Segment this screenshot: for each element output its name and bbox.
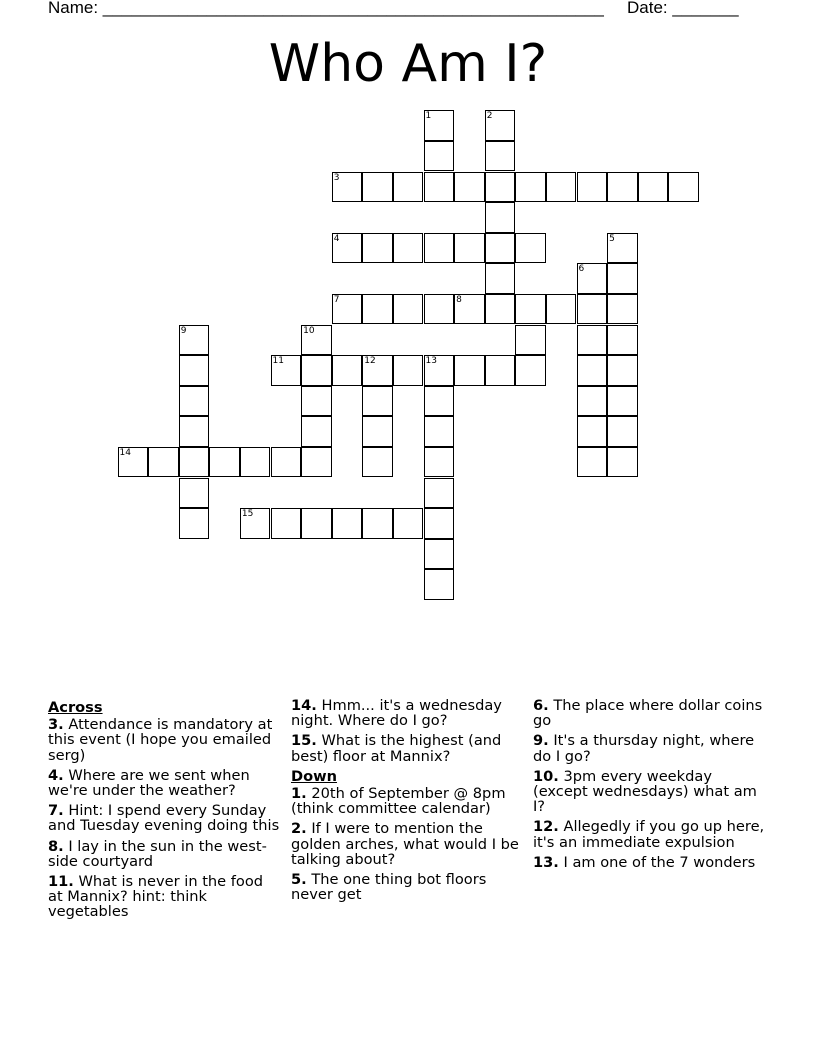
clue-number: 4	[333, 233, 340, 244]
crossword-cell[interactable]	[424, 478, 455, 509]
crossword-cell[interactable]	[485, 110, 516, 141]
crossword-cell[interactable]	[424, 447, 455, 478]
crossword-cell[interactable]	[240, 447, 271, 478]
crossword-cell[interactable]	[485, 172, 516, 203]
clue-down-1: 1. 20th of September @ 8pm (think committee calendar)	[291, 785, 506, 818]
crossword-cell[interactable]	[179, 508, 210, 539]
clue-down-5: 5. The one thing bot floors never get	[291, 871, 487, 904]
crossword-cell[interactable]	[424, 355, 455, 386]
crossword-cell[interactable]	[393, 355, 424, 386]
name-field: Name: _____________________________________________________	[48, 0, 604, 17]
clue-number: 5	[609, 233, 615, 244]
crossword-cell[interactable]	[577, 386, 608, 417]
clue-down-2: 2. If I were to mention the golden arches, what would I be talking about?	[291, 820, 519, 868]
clue-number: 11	[272, 356, 284, 367]
crossword-cell[interactable]	[454, 294, 485, 325]
crossword-cell[interactable]	[577, 447, 608, 478]
clue-across-11: 11. What is never in the food at Mannix? hint: think vegetables	[48, 873, 264, 921]
crossword-cell[interactable]	[179, 416, 210, 447]
clues-column-1	[48, 698, 280, 925]
crossword-cell[interactable]	[362, 355, 393, 386]
crossword-cell[interactable]	[485, 294, 516, 325]
crossword-cell[interactable]	[179, 386, 210, 417]
crossword-cell[interactable]	[607, 325, 638, 356]
crossword-cell[interactable]	[485, 141, 516, 172]
clues-column-2	[291, 698, 523, 907]
crossword-cell[interactable]	[240, 508, 271, 539]
clue-number: 14	[119, 447, 131, 458]
crossword-cell[interactable]	[362, 294, 393, 325]
crossword-cell[interactable]	[424, 172, 455, 203]
crossword-cell[interactable]	[332, 294, 363, 325]
crossword-cell[interactable]	[332, 172, 363, 203]
crossword-cell[interactable]	[577, 263, 608, 294]
crossword-cell[interactable]	[424, 141, 455, 172]
crossword-cell[interactable]	[607, 263, 638, 294]
crossword-cell[interactable]	[607, 386, 638, 417]
crossword-cell[interactable]	[546, 294, 577, 325]
clue-number: 10	[303, 325, 315, 336]
clue-across-3: 3. Attendance is mandatory at this event (I hope you emailed serg)	[48, 716, 273, 764]
clue-across-15: 15. What is the highest (and best) floor at Mannix?	[291, 732, 502, 765]
crossword-cell[interactable]	[301, 386, 332, 417]
crossword-cell[interactable]	[148, 447, 179, 478]
crossword-cell[interactable]	[424, 294, 455, 325]
down-heading: Down	[291, 767, 338, 785]
clue-number: 13	[425, 356, 437, 367]
crossword-cell[interactable]	[424, 416, 455, 447]
clue-down-10: 10. 3pm every weekday (except wednesdays) what am I?	[533, 767, 757, 816]
crossword-cell[interactable]	[362, 172, 393, 203]
clue-down-13: 13. I am one of the 7 wonders	[533, 853, 756, 871]
crossword-cell[interactable]	[515, 172, 546, 203]
crossword-cell[interactable]	[424, 508, 455, 539]
clue-number: 7	[333, 294, 340, 305]
crossword-cell[interactable]	[362, 416, 393, 447]
crossword-cell[interactable]	[332, 508, 363, 539]
crossword-cell[interactable]	[515, 294, 546, 325]
crossword-cell[interactable]	[424, 110, 455, 141]
clue-across-14: 14. Hmm... it's a wednesday night. Where do I go?	[291, 697, 502, 730]
page-title: Who Am I?	[268, 34, 548, 94]
clue-number: 1	[425, 111, 432, 122]
crossword-cell[interactable]	[485, 355, 516, 386]
crossword-cell[interactable]	[179, 355, 210, 386]
crossword-cell[interactable]	[332, 355, 363, 386]
crossword-cell[interactable]	[362, 508, 393, 539]
crossword-cell[interactable]	[454, 355, 485, 386]
crossword-cell[interactable]	[577, 325, 608, 356]
crossword-cell[interactable]	[362, 386, 393, 417]
date-field: Date: _______	[627, 0, 739, 17]
crossword-cell[interactable]	[546, 172, 577, 203]
crossword-cell[interactable]	[668, 172, 699, 203]
clue-across-7: 7. Hint: I spend every Sunday and Tuesday evening doing this	[48, 802, 280, 835]
clue-number: 9	[180, 325, 187, 336]
crossword-cell[interactable]	[607, 355, 638, 386]
crossword-cell[interactable]	[577, 172, 608, 203]
crossword-cell[interactable]	[301, 447, 332, 478]
crossword-cell[interactable]	[577, 355, 608, 386]
crossword-cell[interactable]	[454, 172, 485, 203]
crossword-cell[interactable]	[362, 233, 393, 264]
crossword-cell[interactable]	[179, 447, 210, 478]
crossword-cell[interactable]	[271, 447, 302, 478]
clue-number: 12	[364, 356, 376, 367]
crossword-cell[interactable]	[301, 508, 332, 539]
clue-down-9: 9. It's a thursday night, where do I go?	[533, 732, 755, 765]
crossword-cell[interactable]	[607, 172, 638, 203]
crossword-cell[interactable]	[515, 325, 546, 356]
crossword-cell[interactable]	[485, 263, 516, 294]
crossword-cell[interactable]	[607, 233, 638, 264]
crossword-cell[interactable]	[301, 325, 332, 356]
across-heading: Across	[48, 699, 103, 716]
crossword-cell[interactable]	[485, 202, 516, 233]
clues-column-3	[533, 698, 765, 875]
clue-across-8: 8. I lay in the sun in the west-side courtyard	[48, 837, 267, 870]
crossword-cell[interactable]	[607, 447, 638, 478]
crossword-cell[interactable]	[393, 233, 424, 264]
clue-down-12: 12. Allegedly if you go up here, it's an immediate expulsion	[533, 818, 765, 851]
crossword-cell[interactable]	[209, 447, 240, 478]
crossword-cell[interactable]	[301, 416, 332, 447]
crossword-cell[interactable]	[362, 447, 393, 478]
crossword-cell[interactable]	[118, 447, 149, 478]
clue-down-6: 6. The place where dollar coins go	[533, 697, 763, 730]
clue-number: 2	[486, 111, 493, 122]
crossword-cell[interactable]	[393, 172, 424, 203]
crossword-cell[interactable]	[424, 386, 455, 417]
crossword-cell[interactable]	[424, 233, 455, 264]
crossword-cell[interactable]	[393, 294, 424, 325]
crossword-cell[interactable]	[332, 233, 363, 264]
crossword-cell[interactable]	[577, 294, 608, 325]
crossword-cell[interactable]	[179, 325, 210, 356]
crossword-cell[interactable]	[393, 508, 424, 539]
crossword-cell[interactable]	[607, 294, 638, 325]
clue-number: 6	[578, 264, 585, 275]
crossword-cell[interactable]	[515, 233, 546, 264]
crossword-cell[interactable]	[577, 416, 608, 447]
crossword-cell[interactable]	[424, 569, 455, 600]
crossword-cell[interactable]	[607, 416, 638, 447]
clue-number: 15	[241, 509, 254, 520]
crossword-cell[interactable]	[301, 355, 332, 386]
crossword-cell[interactable]	[638, 172, 669, 203]
crossword-cell[interactable]	[179, 478, 210, 509]
crossword-cell[interactable]	[271, 355, 302, 386]
crossword-cell[interactable]	[485, 233, 516, 264]
crossword-cell[interactable]	[424, 539, 455, 570]
crossword-cell[interactable]	[271, 508, 302, 539]
clue-number: 3	[333, 172, 340, 183]
crossword-cell[interactable]	[454, 233, 485, 264]
crossword-cell[interactable]	[515, 355, 546, 386]
clue-number: 8	[456, 294, 462, 305]
clue-across-4: 4. Where are we sent when we're under the weather?	[48, 766, 250, 800]
